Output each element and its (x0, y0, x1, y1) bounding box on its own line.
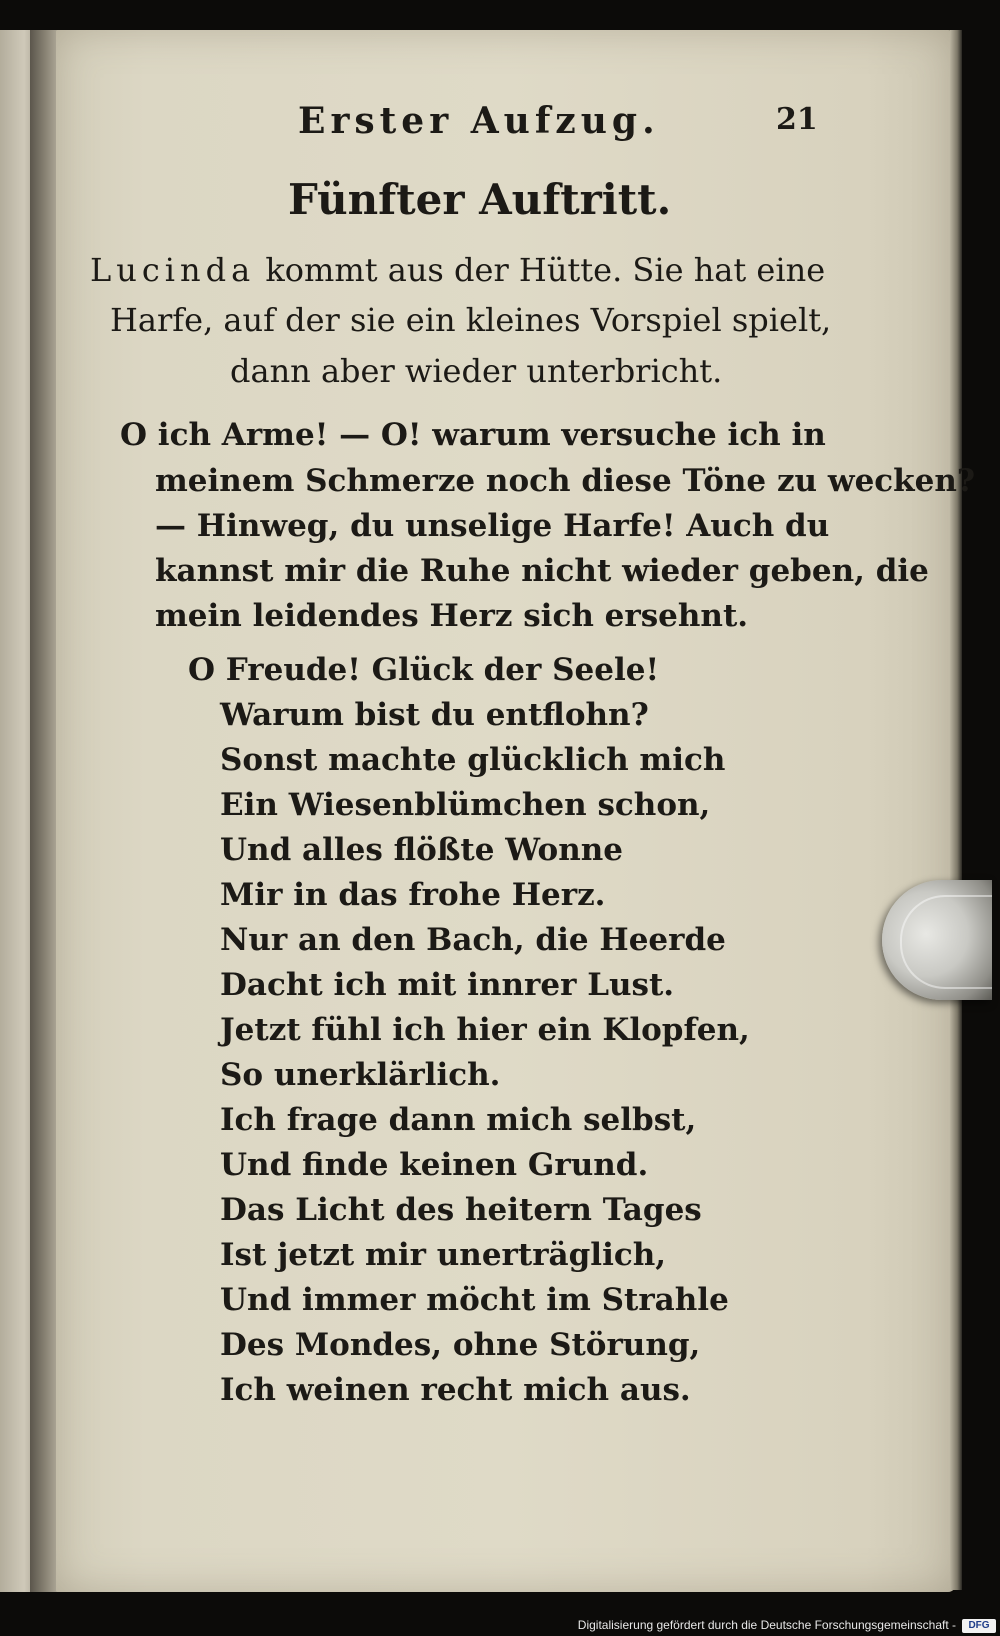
poem-line: Warum bist du entflohn? (220, 697, 649, 733)
speaker-name: Lucinda (90, 251, 256, 289)
poem-line: Das Licht des heitern Tages (220, 1192, 702, 1228)
poem-line: Mir in das frohe Herz. (220, 877, 606, 913)
stage-direction-text: kommt aus der Hütte. Sie hat eine (255, 251, 826, 289)
speech-line: O ich Arme! — O! warum versuche ich in (120, 417, 826, 453)
poem-line: Ist jetzt mir unerträglich, (220, 1237, 667, 1273)
poem-line: So unerklärlich. (220, 1057, 501, 1093)
speech-line: mein leidendes Herz sich ersehnt. (155, 598, 749, 634)
dfg-logo: DFG (962, 1619, 996, 1633)
stage-direction-line (90, 251, 825, 289)
poem-line: Und finde keinen Grund. (220, 1147, 649, 1183)
scene-title: Fünfter Auftritt. (288, 175, 672, 224)
poem-line: Und alles flößte Wonne (220, 832, 624, 868)
poem-line: Jetzt fühl ich hier ein Klopfen, (220, 1012, 750, 1048)
running-head: Erster Aufzug. (298, 100, 660, 142)
stage-direction-line: dann aber wieder unterbricht. (230, 352, 723, 390)
poem-line: Ich weinen recht mich aus. (220, 1372, 691, 1408)
poem-line: Nur an den Bach, die Heerde (220, 922, 726, 958)
poem-line: Ein Wiesenblümchen schon, (220, 787, 711, 823)
speech-line: — Hinweg, du unselige Harfe! Auch du (155, 508, 830, 544)
poem-line: O Freude! Glück der Seele! (188, 652, 660, 688)
stage-direction-line: Harfe, auf der sie ein kleines Vorspiel spielt, (110, 301, 832, 339)
speech-line: meinem Schmerze noch diese Töne zu wecken? (155, 463, 976, 499)
poem-line: Sonst machte glücklich mich (220, 742, 726, 778)
digitization-credit: Digitalisierung gefördert durch die Deutsche Forschungsgemeinschaft - (577, 1618, 956, 1632)
page-clip-highlight (900, 895, 992, 989)
poem-line: Dacht ich mit innrer Lust. (220, 967, 675, 1003)
page-number: 21 (776, 102, 818, 137)
poem-line: Des Mondes, ohne Störung, (220, 1327, 701, 1363)
speech-line: kannst mir die Ruhe nicht wieder geben, die (155, 553, 929, 589)
poem-line: Und immer möcht im Strahle (220, 1282, 729, 1318)
poem-line: Ich frage dann mich selbst, (220, 1102, 697, 1138)
page-edge-shadow (950, 30, 962, 1590)
